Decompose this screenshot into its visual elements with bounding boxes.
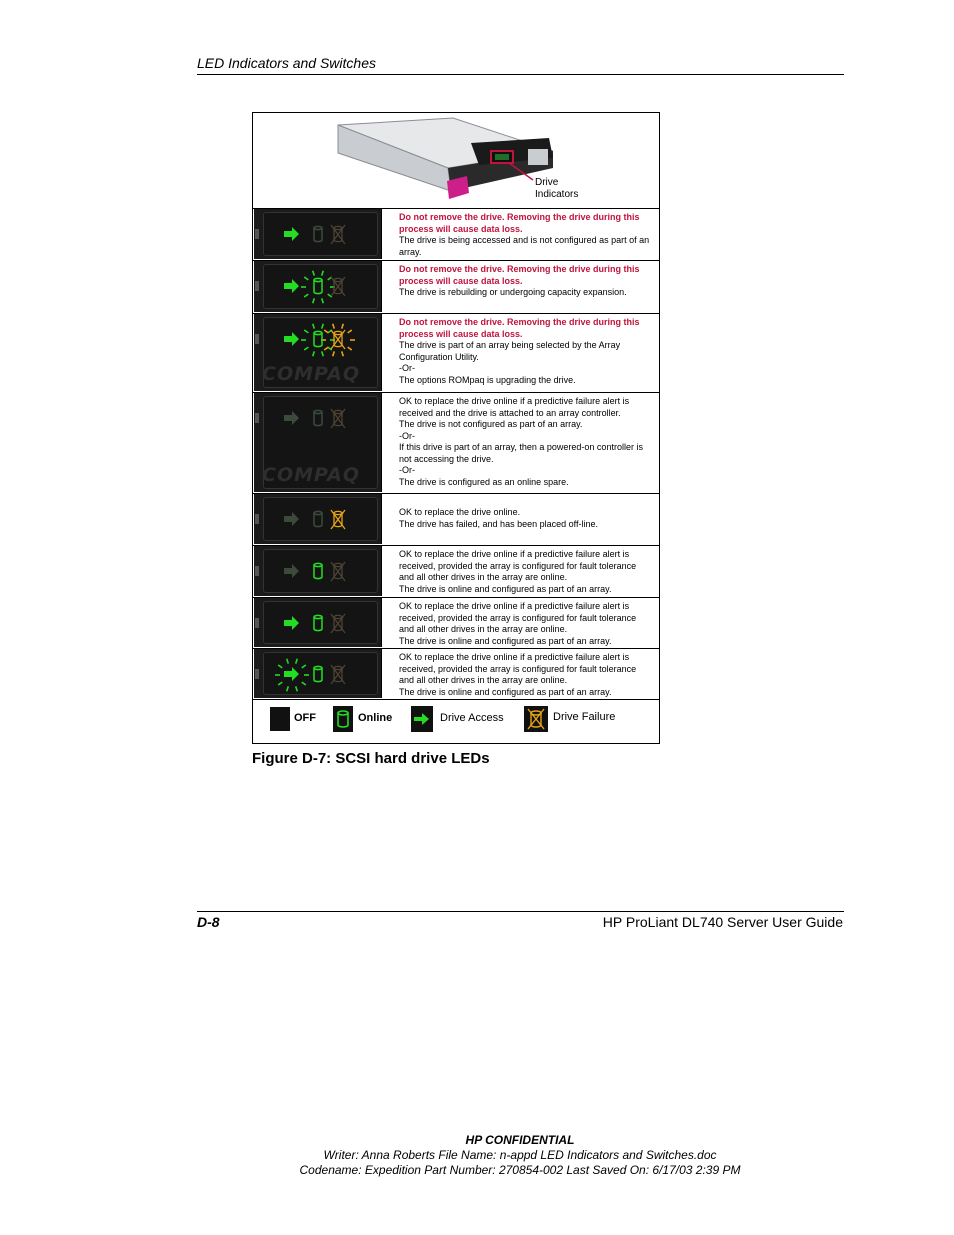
led-state-description [399, 396, 651, 488]
led-panel-photo [254, 261, 382, 312]
led-state-description [399, 264, 651, 299]
led-state-description [399, 652, 651, 698]
online-icon [333, 706, 353, 732]
led-state-description [399, 507, 651, 530]
led-state-row [253, 597, 659, 649]
compaq-wordmark: COMPAQ [262, 464, 361, 486]
legend-off-label: OFF [294, 712, 316, 724]
page-number: D-8 [197, 914, 220, 930]
data-loss-warning: Do not remove the drive. Removing the drive during this process will cause data loss. [399, 212, 640, 234]
writer-line: Writer: Anna Roberts File Name: n-appd LED Indicators and Switches.doc [323, 1148, 717, 1162]
drive-illustration [253, 113, 659, 209]
led-panel-photo [254, 209, 382, 259]
drive-indicators-label: Drive Indicators [535, 177, 579, 200]
led-state-description [399, 601, 651, 647]
led-state-description [399, 317, 651, 386]
led-state-row [253, 313, 659, 393]
description-line: OK to replace the drive online. [399, 507, 521, 517]
led-panel-photo [254, 494, 382, 544]
confidential-label: HP CONFIDENTIAL [465, 1133, 575, 1147]
description-line: OK to replace the drive online if a predictive failure alert is received and the drive is attached to an array controller. [399, 396, 630, 418]
data-loss-warning: Do not remove the drive. Removing the drive during this process will cause data loss. [399, 317, 640, 339]
description-line: The drive has failed, and has been placed off-line. [399, 518, 598, 529]
description-line: The drive is online and configured as part of an array. [399, 635, 612, 646]
description-line: The options ROMpaq is upgrading the drive. [399, 374, 576, 385]
description-line: The drive is online and configured as part of an array. [399, 686, 612, 697]
description-line: The drive is not configured as part of an array. [399, 419, 583, 429]
description-line: OK to replace the drive online if a predictive failure alert is received, provided the array is configured for fault tolerance and all other drives in the array are online. [399, 549, 637, 582]
drive-access-icon [411, 706, 433, 732]
header-rule [197, 74, 844, 75]
led-legend [253, 699, 659, 743]
description-line: The drive is being accessed and is not configured as part of an array. [399, 235, 650, 257]
led-state-row [253, 648, 659, 700]
description-line: -Or- [399, 430, 415, 441]
scsi-led-figure [252, 112, 660, 744]
codename-line: Codename: Expedition Part Number: 270854-002 Last Saved On: 6/17/03 2:39 PM [299, 1163, 741, 1177]
led-state-description [399, 212, 651, 258]
legend-access-label: Drive Access [440, 712, 504, 724]
led-panel-photo [254, 598, 382, 647]
description-line: OK to replace the drive online if a predictive failure alert is received, provided the array is configured for fault tolerance and all other drives in the array are online. [399, 652, 637, 685]
drive-failure-icon [524, 706, 548, 732]
led-state-row [253, 493, 659, 546]
figure-caption: Figure D-7: SCSI hard drive LEDs [252, 750, 490, 767]
led-state-row [253, 208, 659, 261]
led-state-row [253, 260, 659, 314]
led-panel-photo [254, 393, 382, 492]
confidential-block [0, 1133, 954, 1178]
led-state-description [399, 549, 651, 595]
led-panel-photo [254, 314, 382, 391]
section-header: LED Indicators and Switches [197, 55, 376, 71]
description-line: The drive is part of an array being selected by the Array Configuration Utility. [399, 340, 621, 362]
description-line: -Or- [399, 465, 415, 475]
footer-rule [197, 911, 844, 912]
compaq-wordmark: COMPAQ [262, 363, 361, 385]
description-line: OK to replace the drive online if a predictive failure alert is received, provided the array is configured for fault tolerance and all other drives in the array are online. [399, 601, 637, 634]
description-line: The drive is online and configured as part of an array. [399, 583, 612, 594]
hot-plug-drive-image [253, 113, 659, 208]
description-line: The drive is rebuilding or undergoing capacity expansion. [399, 287, 627, 297]
led-panel-photo [254, 649, 382, 698]
led-state-row [253, 545, 659, 598]
data-loss-warning: Do not remove the drive. Removing the drive during this process will cause data loss. [399, 264, 640, 286]
led-panel-photo [254, 546, 382, 596]
off-swatch [270, 707, 290, 731]
description-line: The drive is configured as an online spare. [399, 476, 569, 487]
description-line: -Or- [399, 363, 415, 373]
led-state-row [253, 392, 659, 494]
guide-title: HP ProLiant DL740 Server User Guide [602, 914, 843, 930]
legend-online-label: Online [358, 712, 393, 724]
description-line: If this drive is part of an array, then a powered-on controller is not accessing the drive. [399, 442, 643, 464]
legend-failure-label: Drive Failure [553, 711, 616, 723]
